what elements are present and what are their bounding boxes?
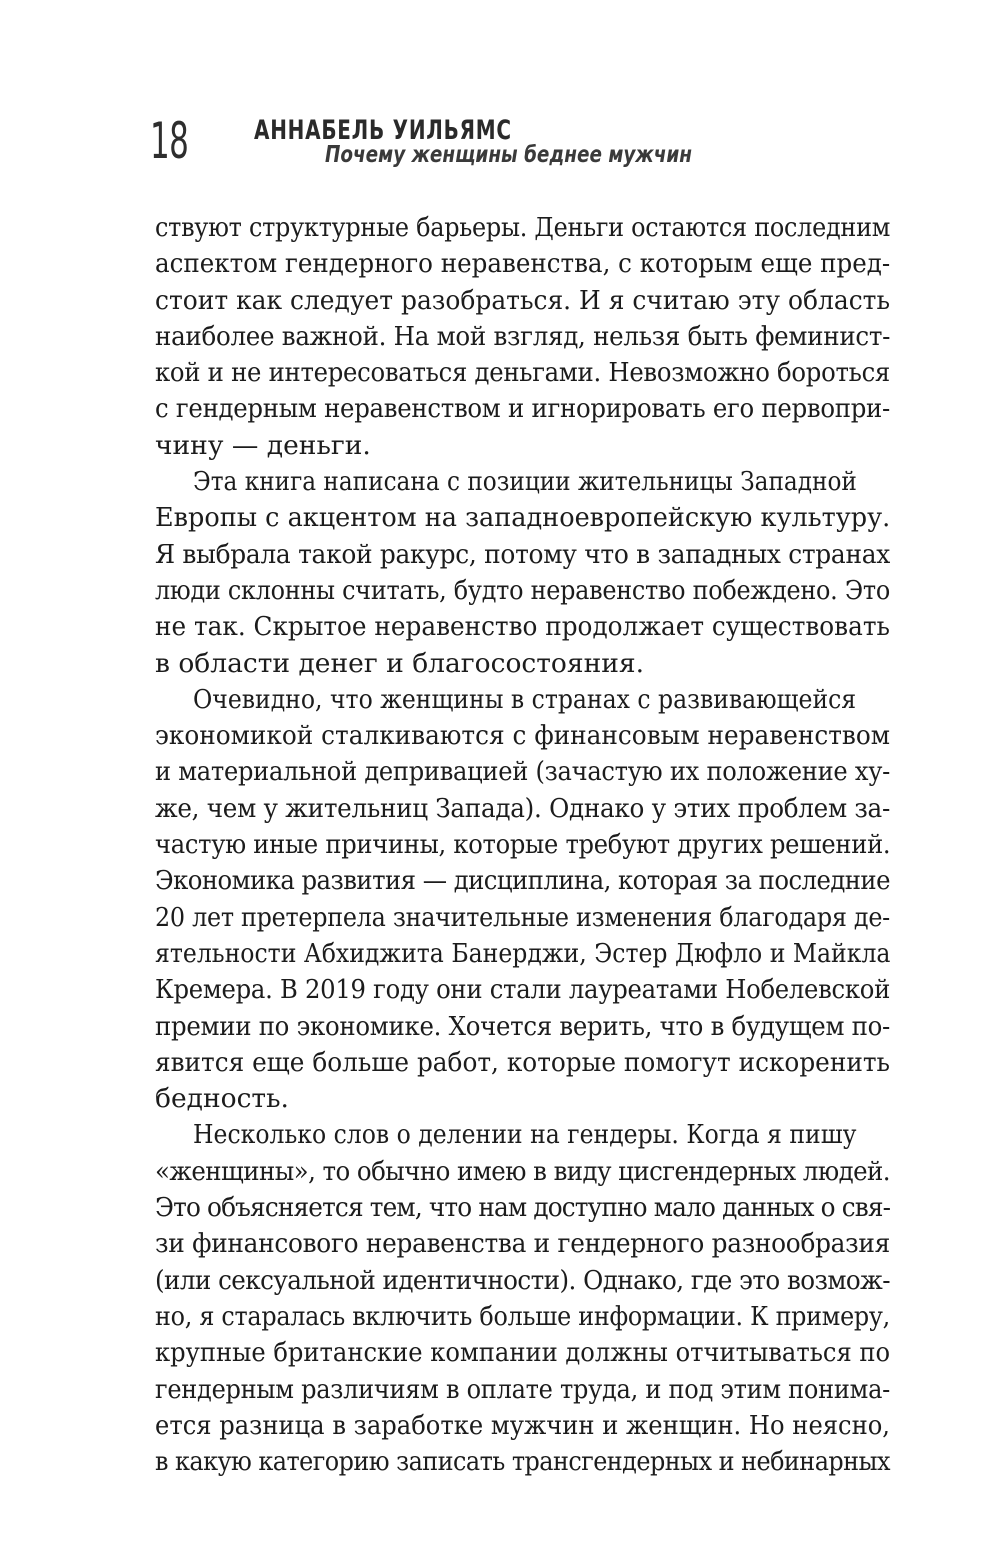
paragraph — [155, 682, 890, 1118]
text-line: Очевидно, что женщины в странах с развивающейся — [192, 683, 857, 715]
text-line: стоит как следует разобраться. И я считаю эту область — [155, 284, 891, 316]
text-line: Это объясняется тем, что нам доступно мало данных о свя- — [155, 1192, 891, 1224]
text-line: Экономика развития — дисциплина, которая за последние — [155, 865, 890, 897]
text-line: бедность. — [155, 1083, 289, 1115]
text-line: ется разница в заработке мужчин и женщин. Но неясно, — [155, 1409, 890, 1441]
text-line: явится еще больше работ, которые помогут искоренить — [155, 1046, 890, 1078]
text-line: люди склонны считать, будто неравенство побеждено. Это — [155, 574, 890, 606]
text-line: Я выбрала такой ракурс, потому что в западных странах — [155, 538, 890, 570]
text-line: не так. Скрытое неравенство продолжает существовать — [155, 611, 890, 643]
header-author: АННАБЕЛЬ УИЛЬЯМС — [254, 115, 512, 146]
paragraph — [155, 1117, 890, 1480]
text-line: 20 лет претерпела значительные изменения благодаря де- — [155, 901, 890, 933]
text-line: с гендерным неравенством и игнорировать его первопри- — [155, 393, 891, 425]
running-header — [150, 112, 750, 172]
text-line: наиболее важной. На мой взгляд, нельзя быть феминист- — [155, 320, 891, 352]
paragraph — [155, 464, 890, 682]
text-line: «женщины», то обычно имею в виду цисгендерных людей. — [155, 1155, 891, 1187]
body-text — [155, 210, 890, 1480]
text-line: ствуют структурные барьеры. Деньги остаются последним — [155, 212, 891, 243]
text-line: Эта книга написана с позиции жительницы Западной — [192, 466, 857, 498]
text-line: ятельности Абхиджита Банерджи, Эстер Дюфло и Майкла — [155, 937, 891, 969]
text-line: премии по экономике. Хочется верить, что в будущем по- — [155, 1010, 891, 1042]
text-line: но, я старалась включить больше информации. К примеру, — [155, 1300, 890, 1332]
text-line: гендерным различиям в оплате труда, и под этим понима- — [155, 1373, 890, 1405]
header-book-title: Почему женщины беднее мужчин — [325, 142, 692, 168]
text-line: в какую категорию записать трансгендерных и небинарных — [155, 1446, 890, 1478]
text-line: аспектом гендерного неравенства, с которым еще пред- — [155, 248, 891, 280]
text-line: кой и не интересоваться деньгами. Невозможно бороться — [155, 357, 890, 389]
text-line: крупные британские компании должны отчитываться по — [155, 1337, 891, 1369]
text-line: Европы с акцентом на западноевропейскую культуру. — [155, 502, 891, 534]
text-line: Несколько слов о делении на гендеры. Когда я пишу — [192, 1119, 857, 1151]
text-line: в области денег и благосостояния. — [155, 647, 645, 679]
text-line: частую иные причины, которые требуют других решений. — [155, 829, 891, 861]
page-number: 18 — [150, 112, 189, 170]
text-line: и материальной депривацией (зачастую их положение ху- — [155, 756, 891, 788]
text-line: Кремера. В 2019 году они стали лауреатами Нобелевской — [155, 974, 891, 1006]
text-line: (или сексуальной идентичности). Однако, где это возмож- — [155, 1264, 890, 1296]
text-line: же, чем у жительниц Запада). Однако у этих проблем за- — [155, 792, 890, 824]
text-line: чину — деньги. — [155, 429, 371, 461]
text-line: зи финансового неравенства и гендерного разнообразия — [155, 1228, 890, 1260]
paragraph — [155, 210, 890, 464]
text-line: экономикой сталкиваются с финансовым неравенством — [155, 720, 890, 752]
